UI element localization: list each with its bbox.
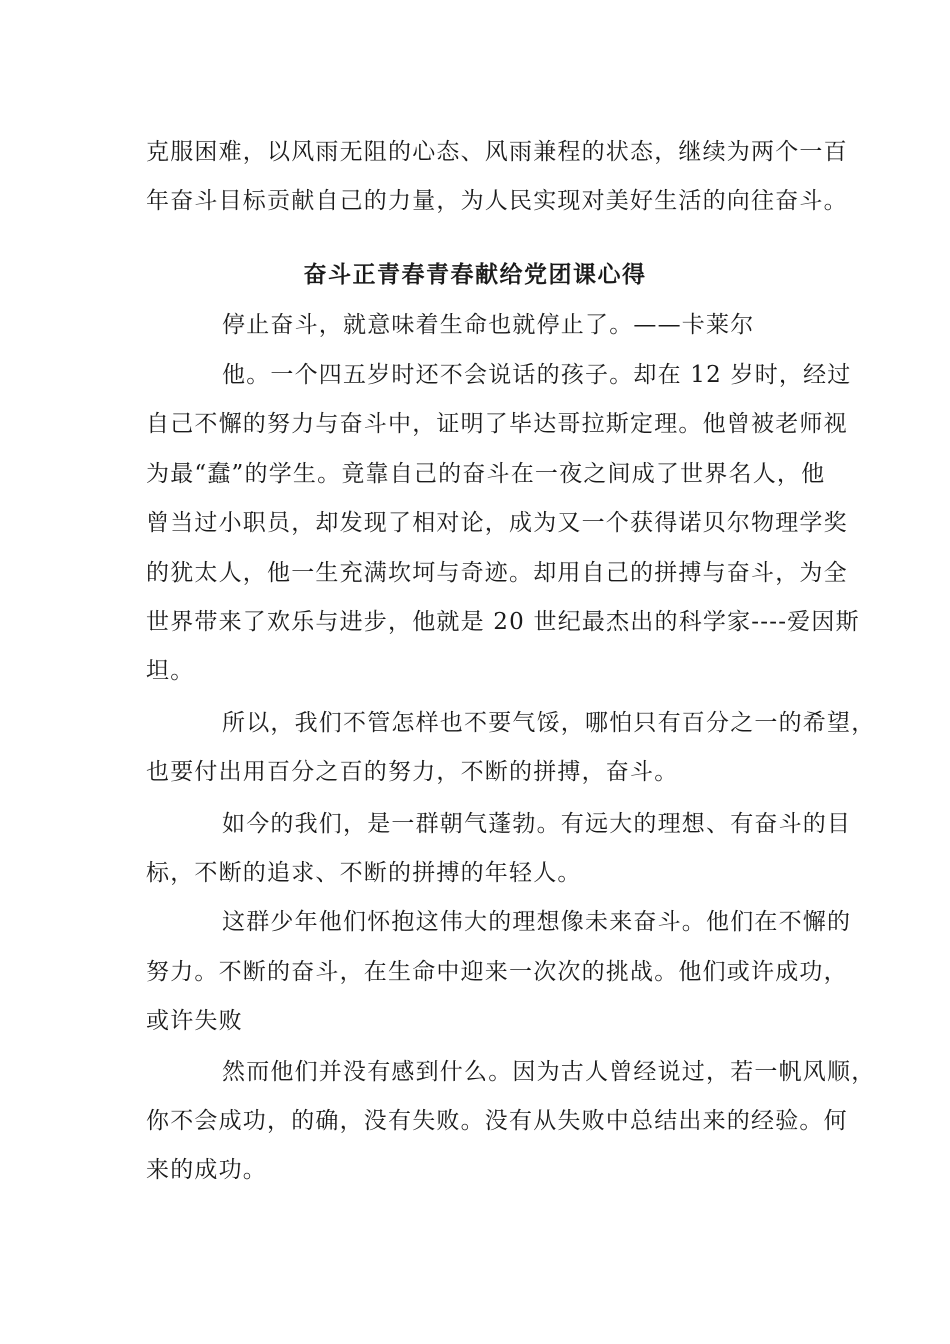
paragraph-5-line-3: 来的成功。	[146, 1157, 267, 1183]
paragraph-4-line-2: 努力。不断的奋斗，在生命中迎来一次次的挑战。他们或许成功，	[146, 959, 848, 985]
paragraph-1-line-6: 世界带来了欢乐与进步，他就是 20 世纪最杰出的科学家----爱因斯	[146, 609, 860, 635]
intro-line-2: 年奋斗目标贡献自己的力量，为人民实现对美好生活的向往奋斗。	[146, 188, 848, 214]
article-title: 奋斗正青春青春献给党团课心得	[303, 261, 647, 288]
paragraph-1-line-5: 的犹太人，他一生充满坎坷与奇迹。却用自己的拼搏与奋斗，为全	[146, 560, 848, 586]
paragraph-2-line-2: 也要付出用百分之百的努力，不断的拼搏，奋斗。	[146, 759, 679, 785]
paragraph-1-line-1: 他。一个四五岁时还不会说话的孩子。却在 12 岁时，经过	[222, 362, 852, 388]
paragraph-5-line-2: 你不会成功，的确，没有失败。没有从失败中总结出来的经验。何	[146, 1108, 848, 1134]
paragraph-3-line-2: 标，不断的追求、不断的拼搏的年轻人。	[146, 860, 582, 886]
paragraph-5-line-1: 然而他们并没有感到什么。因为古人曾经说过，若一帆风顺，	[222, 1059, 876, 1085]
paragraph-1-line-3: 为最“蠢”的学生。竟靠自己的奋斗在一夜之间成了世界名人，他	[146, 461, 826, 487]
paragraph-4-line-1: 这群少年他们怀抱这伟大的理想像未来奋斗。他们在不懈的	[222, 909, 852, 935]
paragraph-4-line-3: 或许失败	[146, 1008, 243, 1034]
intro-line-1: 克服困难，以风雨无阻的心态、风雨兼程的状态，继续为两个一百	[146, 139, 848, 165]
quote-line: 停止奋斗，就意味着生命也就停止了。——卡莱尔	[222, 312, 755, 338]
paragraph-1-line-2: 自己不懈的努力与奋斗中，证明了毕达哥拉斯定理。他曾被老师视	[146, 411, 848, 437]
paragraph-1-line-4: 曾当过小职员，却发现了相对论，成为又一个获得诺贝尔物理学奖	[146, 510, 848, 536]
paragraph-1-line-7: 坦。	[146, 658, 195, 684]
paragraph-2-line-1: 所以，我们不管怎样也不要气馁，哪怕只有百分之一的希望，	[222, 710, 876, 736]
paragraph-3-line-1: 如今的我们，是一群朝气蓬勃。有远大的理想、有奋斗的目	[222, 811, 852, 837]
